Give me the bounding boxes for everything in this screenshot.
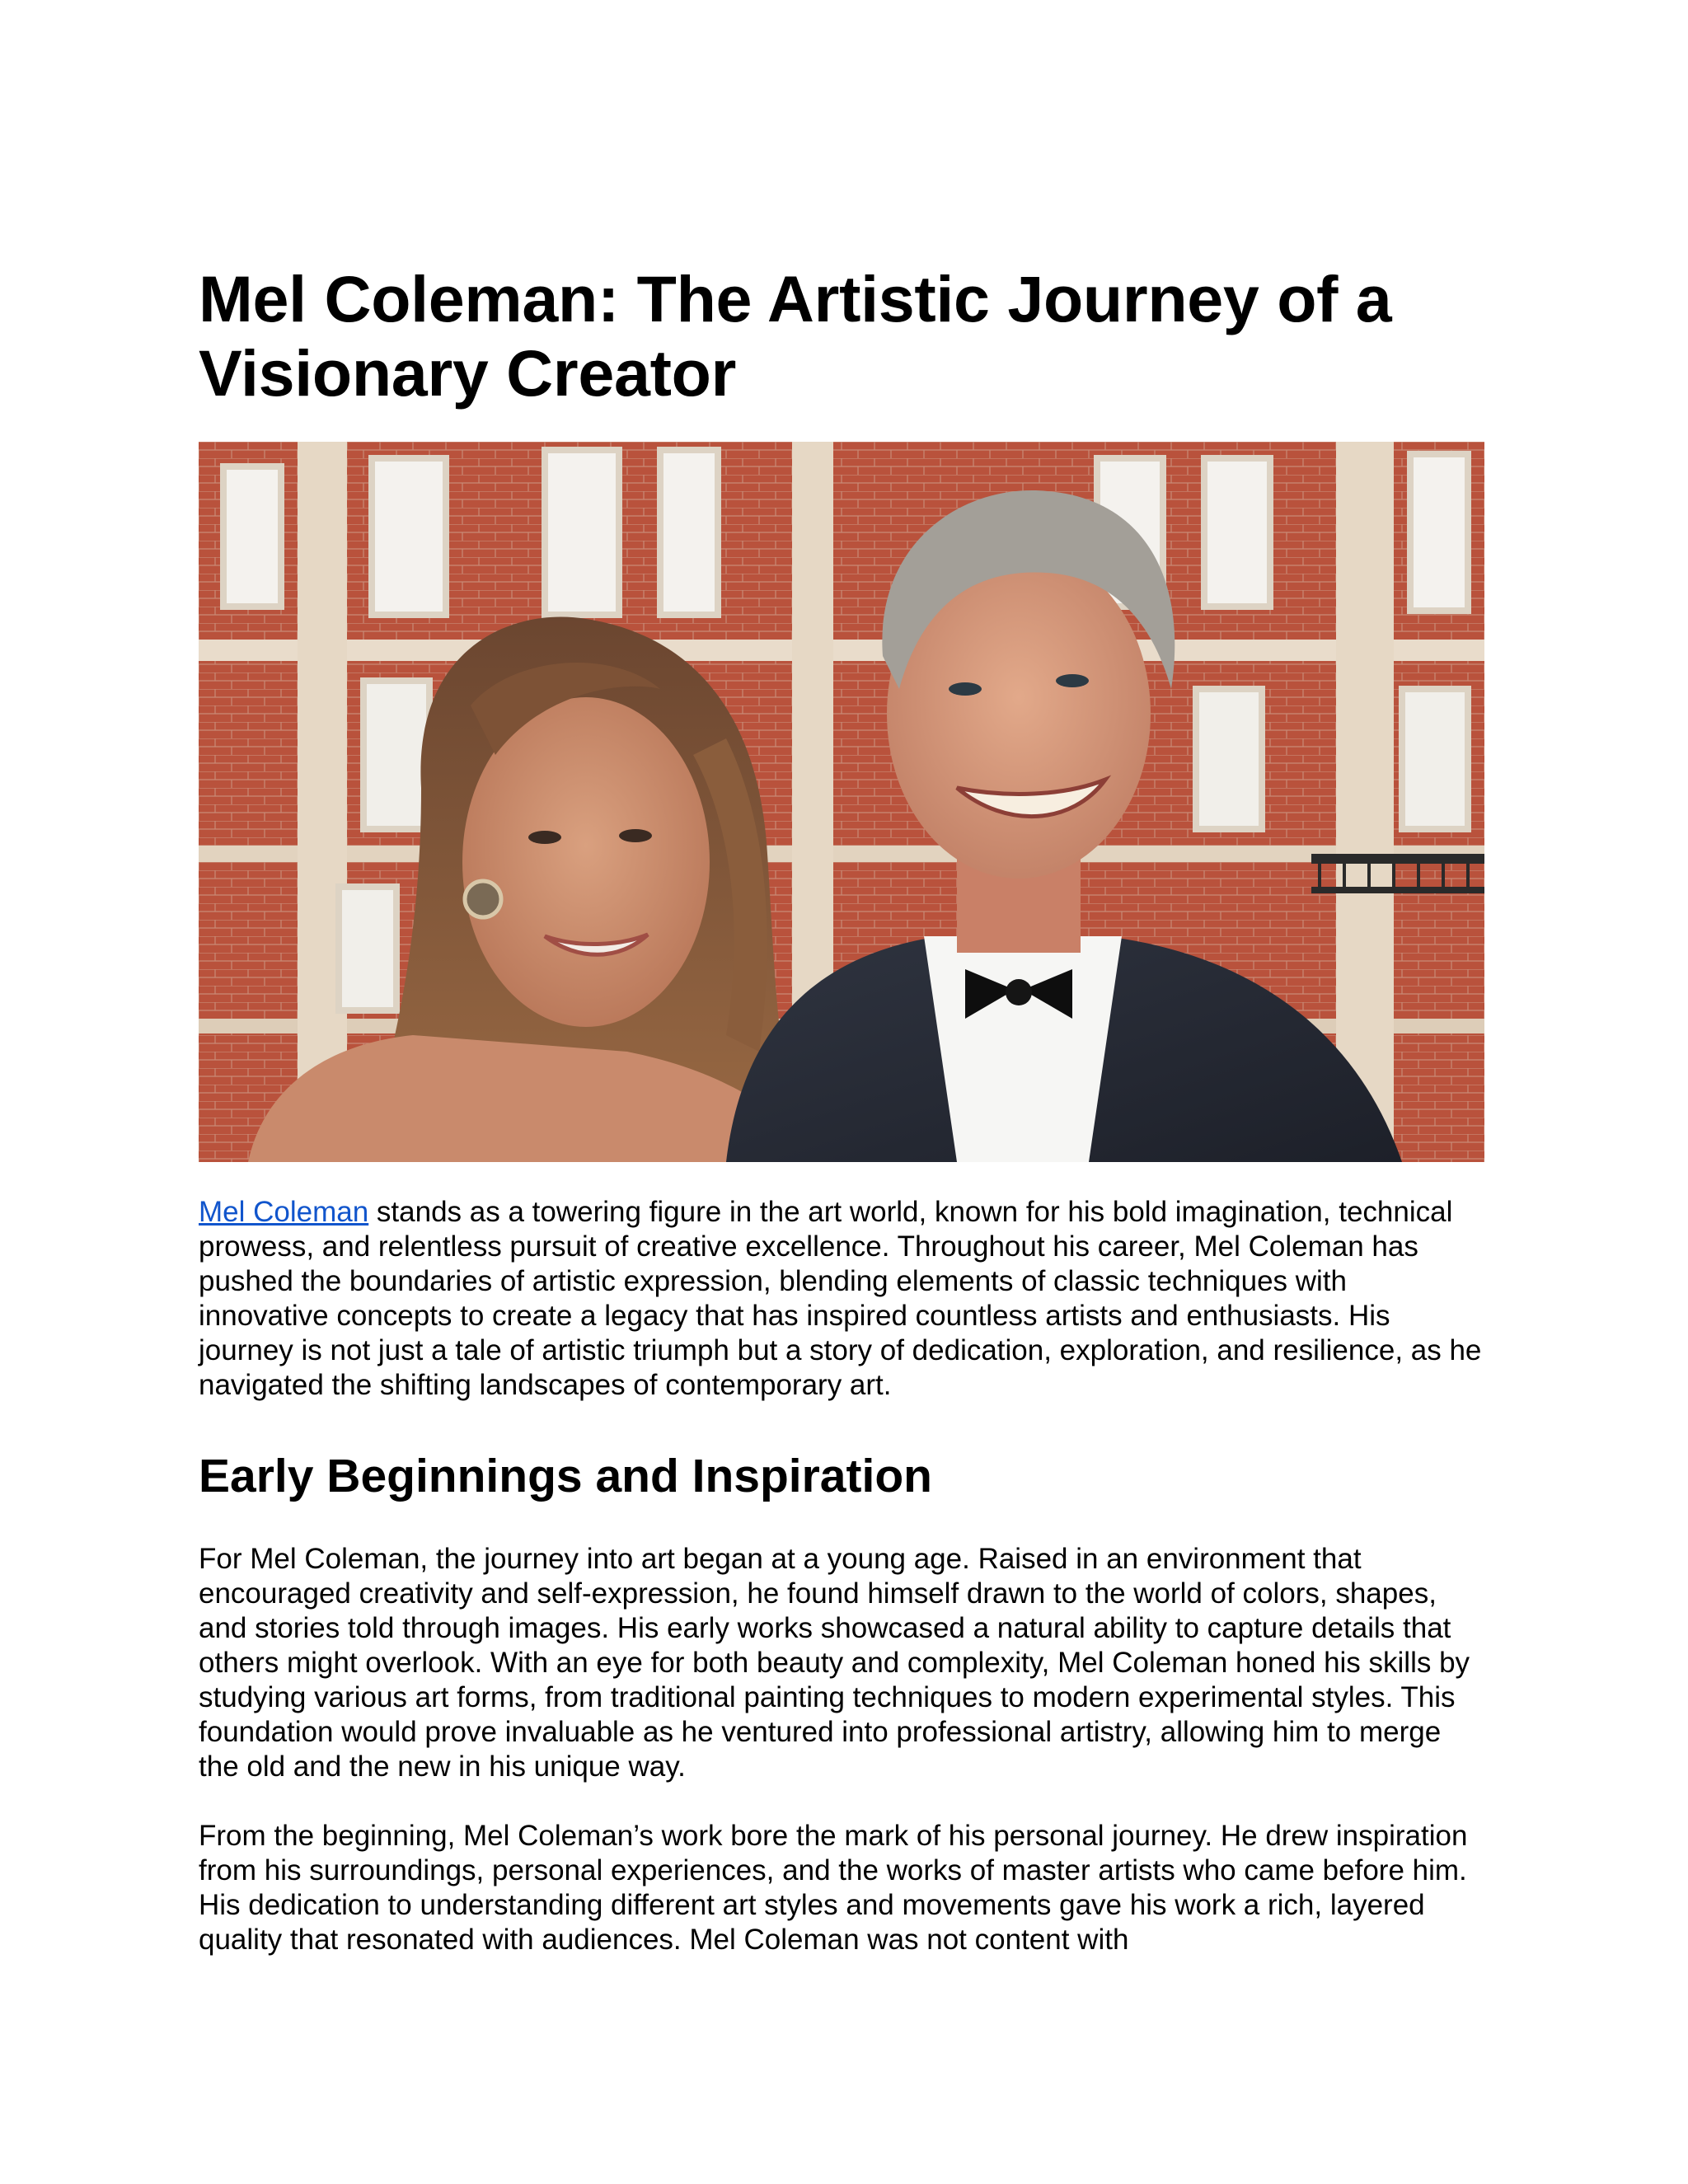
mel-coleman-link[interactable]: Mel Coleman xyxy=(199,1196,369,1228)
article-title: Mel Coleman: The Artistic Journey of a Visionary Creator xyxy=(199,262,1392,410)
intro-paragraph xyxy=(199,1195,1484,1403)
article xyxy=(199,262,1484,1956)
body-paragraph: From the beginning, Mel Coleman’s work bore the mark of his personal journey. He drew inspiration from his surroundings, personal experiences, and the works of master artists who came before him. His dedication to understanding different art styles and movements gave his work a rich, layered quality that resonated with audiences. Mel Coleman was not content with xyxy=(199,1820,1468,1956)
body-paragraph: For Mel Coleman, the journey into art began at a young age. Raised in an environment that encouraged creativity and self-expression, he found himself drawn to the world of colors, shapes, and stories told through images. His early works showcased a natural ability to capture details that others might overlook. With an eye for both beauty and complexity, Mel Coleman honed his skills by studying various art forms, from traditional painting techniques to modern experimental styles. This foundation would prove invaluable as he ventured into professional artistry, allowing him to merge the old and the new in his unique way. xyxy=(199,1543,1470,1783)
section-heading: Early Beginnings and Inspiration xyxy=(199,1450,932,1502)
intro-text: stands as a towering figure in the art world, known for his bold imagination, technical prowess, and relentless pursuit of creative excellence. Throughout his career, Mel Coleman has pushed the boundaries of artistic expression, blending elements of classic techniques with innovative concepts to create a legacy that has inspired countless artists and enthusiasts. His journey is not just a tale of artistic triumph but a story of dedication, exploration, and resilience, as he navigated the shifting landscapes of contemporary art. xyxy=(199,1196,1482,1401)
hero-image xyxy=(199,442,1484,1162)
